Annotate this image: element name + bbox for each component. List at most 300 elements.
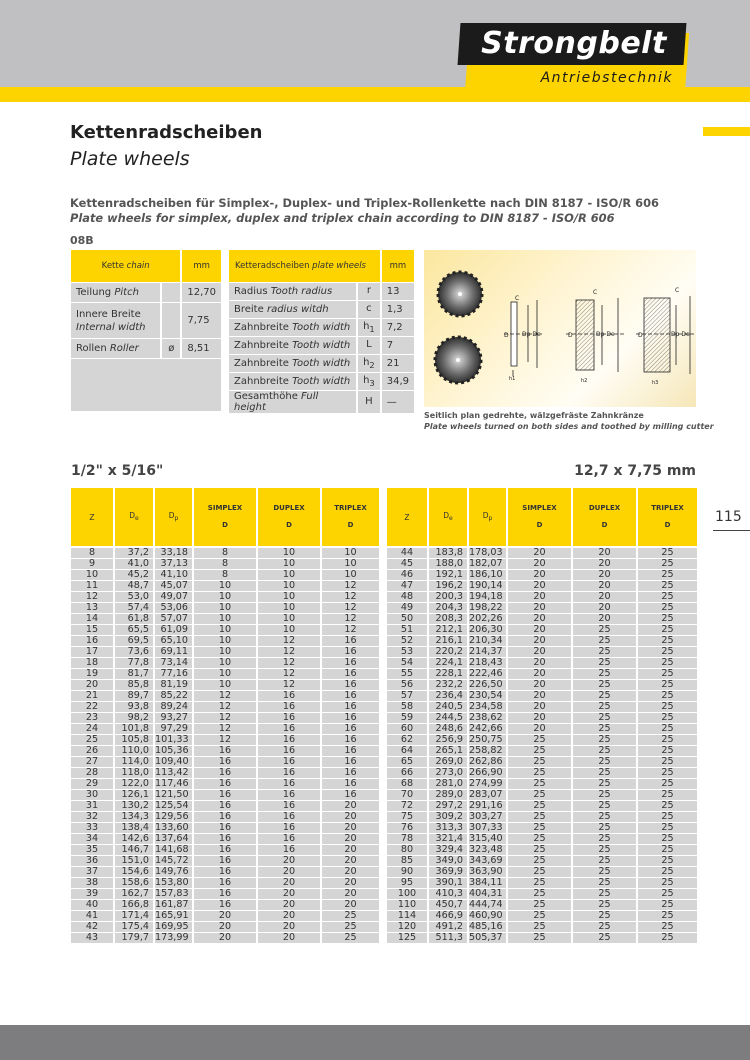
cell-z: 11 — [71, 581, 115, 592]
cell-triplex: 25 — [638, 581, 697, 592]
cell-simplex: 16 — [194, 867, 258, 878]
cell-triplex: 20 — [322, 823, 379, 834]
cell-z: 80 — [387, 845, 429, 856]
cell-simplex: 10 — [194, 680, 258, 691]
svg-text:h1: h1 — [509, 376, 516, 382]
spec-label-en: Tooth width — [292, 322, 351, 333]
cell-dp: 53,06 — [155, 603, 194, 614]
table-body-right — [387, 546, 697, 944]
cell-simplex: 20 — [194, 911, 258, 922]
cell-triplex: 25 — [638, 779, 697, 790]
spec-value: 1,3 — [382, 301, 414, 319]
spec-label-de: Innere Breite — [76, 308, 141, 320]
cell-triplex: 25 — [638, 559, 697, 570]
spec-symbol: h — [363, 357, 370, 368]
cell-triplex: 20 — [322, 834, 379, 845]
cell-simplex: 8 — [194, 546, 258, 559]
cell-simplex: 20 — [508, 724, 573, 735]
cell-z: 43 — [71, 933, 115, 944]
subtitle-de: Kettenradscheiben für Simplex-, Duplex- und Triplex-Rollenkette nach DIN 8187 - ISO/R 606 — [70, 196, 659, 210]
cell-triplex: 25 — [638, 933, 697, 944]
cell-dp: 214,37 — [469, 647, 508, 658]
cell-dp: 250,75 — [469, 735, 508, 746]
cell-triplex: 16 — [322, 779, 379, 790]
cell-z: 21 — [71, 691, 115, 702]
cell-z: 45 — [387, 559, 429, 570]
col-z: Z — [387, 488, 429, 546]
cell-simplex: 25 — [508, 735, 573, 746]
cell-simplex: 20 — [508, 658, 573, 669]
cell-simplex: 16 — [194, 823, 258, 834]
cell-de: 81,7 — [115, 669, 155, 680]
cell-dp: 198,22 — [469, 603, 508, 614]
cell-z: 53 — [387, 647, 429, 658]
cell-de: 134,3 — [115, 812, 155, 823]
col-simplex: SIMPLEX D — [194, 488, 258, 546]
cell-dp: 69,11 — [155, 647, 194, 658]
cell-z: 29 — [71, 779, 115, 790]
spec-row — [229, 355, 414, 373]
cell-z: 114 — [387, 911, 429, 922]
cell-z: 46 — [387, 570, 429, 581]
cell-dp: 133,60 — [155, 823, 194, 834]
cell-dp: 315,40 — [469, 834, 508, 845]
footer-band — [0, 1025, 750, 1060]
cell-z: 78 — [387, 834, 429, 845]
cell-de: 114,0 — [115, 757, 155, 768]
cell-triplex: 25 — [638, 867, 697, 878]
cell-de: 265,1 — [429, 746, 469, 757]
cell-duplex: 25 — [573, 702, 638, 713]
svg-text:h2: h2 — [581, 378, 588, 384]
cell-de: 349,0 — [429, 856, 469, 867]
svg-text:C: C — [675, 287, 680, 294]
cell-duplex: 25 — [573, 746, 638, 757]
col-triplex: TRIPLEX D — [322, 488, 379, 546]
cell-triplex: 25 — [638, 658, 697, 669]
cell-dp: 343,69 — [469, 856, 508, 867]
cell-de: 69,5 — [115, 636, 155, 647]
col-de: $D_e$ — [429, 488, 469, 546]
cell-triplex: 16 — [322, 768, 379, 779]
spec-row — [71, 283, 221, 303]
spec-row — [71, 339, 221, 359]
cell-z: 48 — [387, 592, 429, 603]
spec-label-en: radius witdh — [266, 304, 329, 315]
cell-duplex: 10 — [258, 559, 322, 570]
cell-z: 35 — [71, 845, 115, 856]
cell-simplex: 20 — [508, 636, 573, 647]
cell-duplex: 16 — [258, 790, 322, 801]
cell-de: 228,1 — [429, 669, 469, 680]
cell-simplex: 10 — [194, 636, 258, 647]
cell-simplex: 10 — [194, 592, 258, 603]
cell-simplex: 16 — [194, 812, 258, 823]
cell-simplex: 25 — [508, 922, 573, 933]
cell-simplex: 20 — [508, 592, 573, 603]
cell-duplex: 16 — [258, 746, 322, 757]
svg-text:h3: h3 — [652, 380, 659, 386]
svg-text:C: C — [593, 289, 598, 296]
cell-triplex: 25 — [322, 933, 379, 944]
cell-triplex: 25 — [638, 845, 697, 856]
spec-value: 13 — [382, 283, 414, 301]
cell-duplex: 20 — [258, 900, 322, 911]
svg-text:Dp De: Dp De — [522, 331, 541, 338]
col-duplex: DUPLEX D — [258, 488, 322, 546]
cell-duplex: 10 — [258, 592, 322, 603]
cell-de: 65,5 — [115, 625, 155, 636]
cell-simplex: 10 — [194, 581, 258, 592]
spec-row — [229, 301, 414, 319]
cell-de: 313,3 — [429, 823, 469, 834]
page-number-rule — [713, 530, 750, 531]
cell-duplex: 25 — [573, 713, 638, 724]
cell-simplex: 8 — [194, 570, 258, 581]
cell-duplex: 20 — [573, 592, 638, 603]
cell-duplex: 12 — [258, 647, 322, 658]
cell-simplex: 25 — [508, 812, 573, 823]
cell-z: 55 — [387, 669, 429, 680]
cell-dp: 173,99 — [155, 933, 194, 944]
wheel-spec-table — [229, 250, 414, 414]
cell-duplex: 20 — [258, 922, 322, 933]
cell-z: 65 — [387, 757, 429, 768]
cell-duplex: 10 — [258, 546, 322, 559]
cell-triplex: 25 — [322, 922, 379, 933]
spec-label-en: Pitch — [114, 287, 139, 298]
cell-de: 240,5 — [429, 702, 469, 713]
cell-simplex: 12 — [194, 724, 258, 735]
cell-dp: 303,27 — [469, 812, 508, 823]
cell-duplex: 25 — [573, 779, 638, 790]
cell-de: 154,6 — [115, 867, 155, 878]
cell-dp: 210,34 — [469, 636, 508, 647]
cell-de: 85,8 — [115, 680, 155, 691]
col-simplex: SIMPLEX D — [508, 488, 573, 546]
cell-duplex: 25 — [573, 636, 638, 647]
brand-logo — [459, 19, 691, 95]
cell-duplex: 16 — [258, 834, 322, 845]
cell-triplex: 25 — [638, 823, 697, 834]
cell-simplex: 20 — [508, 669, 573, 680]
cell-simplex: 10 — [194, 603, 258, 614]
chain-spec-table — [71, 250, 221, 412]
cell-dp: 153,80 — [155, 878, 194, 889]
spec-label-de: Teilung — [76, 287, 112, 298]
cell-simplex: 25 — [508, 878, 573, 889]
cell-z: 44 — [387, 546, 429, 559]
cell-simplex: 10 — [194, 669, 258, 680]
cell-simplex: 20 — [508, 603, 573, 614]
size-inch: 1/2" x 5/16" — [71, 463, 164, 479]
cell-z: 50 — [387, 614, 429, 625]
spec-label-de: Zahnbreite — [234, 340, 289, 351]
cell-de: 45,2 — [115, 570, 155, 581]
cell-simplex: 16 — [194, 900, 258, 911]
cell-dp: 291,16 — [469, 801, 508, 812]
spec-row — [71, 303, 221, 339]
cell-z: 14 — [71, 614, 115, 625]
cell-duplex: 12 — [258, 636, 322, 647]
cell-duplex: 16 — [258, 724, 322, 735]
cell-de: 130,2 — [115, 801, 155, 812]
spec-value: 7,75 — [182, 303, 221, 339]
cell-dp: 238,62 — [469, 713, 508, 724]
cell-duplex: 25 — [573, 834, 638, 845]
cell-triplex: 16 — [322, 658, 379, 669]
cell-triplex: 20 — [322, 801, 379, 812]
cell-de: 289,0 — [429, 790, 469, 801]
cell-dp: 65,10 — [155, 636, 194, 647]
cell-dp: 485,16 — [469, 922, 508, 933]
cell-triplex: 10 — [322, 570, 379, 581]
cell-dp: 363,90 — [469, 867, 508, 878]
cell-triplex: 16 — [322, 691, 379, 702]
cell-dp: 45,07 — [155, 581, 194, 592]
spec-label-en: Tooth width — [292, 340, 351, 351]
cell-simplex: 20 — [508, 614, 573, 625]
cell-de: 390,1 — [429, 878, 469, 889]
cell-duplex: 20 — [573, 559, 638, 570]
cell-de: 37,2 — [115, 546, 155, 559]
cell-dp: 33,18 — [155, 546, 194, 559]
cell-triplex: 16 — [322, 790, 379, 801]
cell-triplex: 12 — [322, 592, 379, 603]
cell-de: 216,1 — [429, 636, 469, 647]
spec-label-en: Full height — [234, 391, 319, 413]
cell-triplex: 25 — [638, 812, 697, 823]
cell-de: 256,9 — [429, 735, 469, 746]
cell-simplex: 10 — [194, 625, 258, 636]
wheel-spec-header — [229, 250, 382, 283]
cell-z: 75 — [387, 812, 429, 823]
cell-z: 76 — [387, 823, 429, 834]
cell-dp: 97,29 — [155, 724, 194, 735]
cell-z: 16 — [71, 636, 115, 647]
cell-triplex: 12 — [322, 603, 379, 614]
cell-duplex: 25 — [573, 900, 638, 911]
cell-simplex: 25 — [508, 933, 573, 944]
cell-triplex: 25 — [638, 834, 697, 845]
cell-z: 30 — [71, 790, 115, 801]
cell-triplex: 25 — [638, 856, 697, 867]
cell-z: 100 — [387, 889, 429, 900]
spec-symbol-sub: 3 — [369, 378, 375, 388]
cell-simplex: 25 — [508, 801, 573, 812]
cell-z: 72 — [387, 801, 429, 812]
cell-duplex: 20 — [573, 570, 638, 581]
cell-de: 309,2 — [429, 812, 469, 823]
cell-dp: 460,90 — [469, 911, 508, 922]
cell-duplex: 25 — [573, 845, 638, 856]
side-marker — [703, 127, 750, 136]
cell-triplex: 12 — [322, 625, 379, 636]
cell-duplex: 25 — [573, 669, 638, 680]
cell-de: 175,4 — [115, 922, 155, 933]
page-number: 115 — [715, 509, 742, 525]
cell-z: 70 — [387, 790, 429, 801]
spec-symbol-sub: 2 — [369, 360, 375, 370]
cell-duplex: 16 — [258, 713, 322, 724]
cell-triplex: 25 — [638, 724, 697, 735]
cell-de: 297,2 — [429, 801, 469, 812]
spec-label-de: Zahnbreite — [234, 322, 289, 333]
cell-simplex: 20 — [508, 713, 573, 724]
cell-z: 38 — [71, 878, 115, 889]
table-row — [71, 933, 379, 944]
svg-text:Dp De: Dp De — [671, 331, 690, 338]
cell-simplex: 25 — [508, 823, 573, 834]
cell-triplex: 20 — [322, 867, 379, 878]
svg-text:C: C — [515, 295, 520, 302]
cell-dp: 165,91 — [155, 911, 194, 922]
spec-value: 21 — [382, 355, 414, 373]
spec-symbol: H — [365, 395, 373, 407]
cell-de: 142,6 — [115, 834, 155, 845]
spec-label-de: Zahnbreite — [234, 376, 289, 387]
cell-dp: 49,07 — [155, 592, 194, 603]
cell-duplex: 16 — [258, 845, 322, 856]
cell-de: 321,4 — [429, 834, 469, 845]
spec-value: 12,70 — [182, 283, 221, 303]
cell-z: 9 — [71, 559, 115, 570]
cell-duplex: 16 — [258, 823, 322, 834]
cell-triplex: 25 — [638, 636, 697, 647]
cell-simplex: 25 — [508, 845, 573, 856]
cell-simplex: 10 — [194, 658, 258, 669]
cell-dp: 262,86 — [469, 757, 508, 768]
cell-triplex: 25 — [638, 922, 697, 933]
cell-duplex: 25 — [573, 691, 638, 702]
cell-z: 125 — [387, 933, 429, 944]
cell-triplex: 25 — [638, 570, 697, 581]
spec-symbol: r — [366, 285, 371, 296]
plate-wheel-diagram — [424, 250, 696, 407]
cell-simplex: 16 — [194, 856, 258, 867]
cell-de: 200,3 — [429, 592, 469, 603]
cell-simplex: 25 — [508, 856, 573, 867]
cell-triplex: 25 — [638, 669, 697, 680]
cell-duplex: 25 — [573, 680, 638, 691]
cell-simplex: 8 — [194, 559, 258, 570]
cell-triplex: 20 — [322, 878, 379, 889]
cell-simplex: 16 — [194, 845, 258, 856]
cell-simplex: 25 — [508, 911, 573, 922]
spec-label-en: Tooth width — [292, 376, 351, 387]
cell-de: 73,6 — [115, 647, 155, 658]
cell-simplex: 20 — [508, 625, 573, 636]
cell-triplex: 16 — [322, 680, 379, 691]
cell-triplex: 16 — [322, 724, 379, 735]
cell-duplex: 10 — [258, 603, 322, 614]
spec-filler — [71, 359, 221, 412]
cell-dp: 242,66 — [469, 724, 508, 735]
cell-de: 269,0 — [429, 757, 469, 768]
cell-simplex: 25 — [508, 867, 573, 878]
spec-value: 7 — [382, 337, 414, 355]
cell-duplex: 25 — [573, 790, 638, 801]
cell-de: 511,3 — [429, 933, 469, 944]
brand-tagline: Antriebstechnik — [540, 70, 673, 86]
cell-de: 208,3 — [429, 614, 469, 625]
cell-duplex: 10 — [258, 614, 322, 625]
cell-z: 42 — [71, 922, 115, 933]
cell-triplex: 25 — [638, 713, 697, 724]
cell-triplex: 25 — [638, 911, 697, 922]
cell-triplex: 25 — [638, 625, 697, 636]
cell-z: 12 — [71, 592, 115, 603]
cell-duplex: 10 — [258, 581, 322, 592]
cell-de: 61,8 — [115, 614, 155, 625]
cell-de: 179,7 — [115, 933, 155, 944]
cell-z: 110 — [387, 900, 429, 911]
cell-duplex: 20 — [258, 856, 322, 867]
cell-simplex: 25 — [508, 790, 573, 801]
cell-de: 146,7 — [115, 845, 155, 856]
cell-duplex: 10 — [258, 570, 322, 581]
cell-duplex: 20 — [258, 911, 322, 922]
cell-de: 273,0 — [429, 768, 469, 779]
sprocket-table-right — [387, 488, 697, 944]
cell-simplex: 20 — [508, 559, 573, 570]
cell-z: 68 — [387, 779, 429, 790]
cell-de: 105,8 — [115, 735, 155, 746]
col-dp: $D_p$ — [155, 488, 194, 546]
cell-de: 491,2 — [429, 922, 469, 933]
cell-triplex: 25 — [638, 691, 697, 702]
cell-z: 8 — [71, 546, 115, 559]
cell-triplex: 25 — [638, 746, 697, 757]
cell-de: 188,0 — [429, 559, 469, 570]
cell-de: 126,1 — [115, 790, 155, 801]
cell-simplex: 16 — [194, 790, 258, 801]
spec-symbol: h — [363, 375, 370, 386]
cell-duplex: 16 — [258, 735, 322, 746]
cell-z: 22 — [71, 702, 115, 713]
cell-de: 166,8 — [115, 900, 155, 911]
cell-z: 52 — [387, 636, 429, 647]
chain-spec-unit: mm — [182, 250, 221, 283]
cell-simplex: 20 — [508, 691, 573, 702]
cell-duplex: 25 — [573, 823, 638, 834]
cell-duplex: 16 — [258, 691, 322, 702]
cell-duplex: 20 — [573, 581, 638, 592]
cell-triplex: 16 — [322, 757, 379, 768]
cell-triplex: 25 — [638, 702, 697, 713]
cell-de: 57,4 — [115, 603, 155, 614]
col-de: $D_e$ — [115, 488, 155, 546]
cell-z: 23 — [71, 713, 115, 724]
cell-de: 77,8 — [115, 658, 155, 669]
cell-de: 53,0 — [115, 592, 155, 603]
cell-de: 466,9 — [429, 911, 469, 922]
cell-duplex: 25 — [573, 878, 638, 889]
cell-dp: 105,36 — [155, 746, 194, 757]
cell-z: 51 — [387, 625, 429, 636]
cell-dp: 113,42 — [155, 768, 194, 779]
cell-triplex: 20 — [322, 889, 379, 900]
cell-duplex: 16 — [258, 801, 322, 812]
cell-triplex: 16 — [322, 669, 379, 680]
spec-label-de: Rollen — [76, 343, 107, 354]
cell-z: 37 — [71, 867, 115, 878]
cell-dp: 125,54 — [155, 801, 194, 812]
sprocket-photo-bottom — [435, 337, 481, 383]
cell-de: 410,3 — [429, 889, 469, 900]
table-row — [387, 933, 697, 944]
cell-z: 49 — [387, 603, 429, 614]
